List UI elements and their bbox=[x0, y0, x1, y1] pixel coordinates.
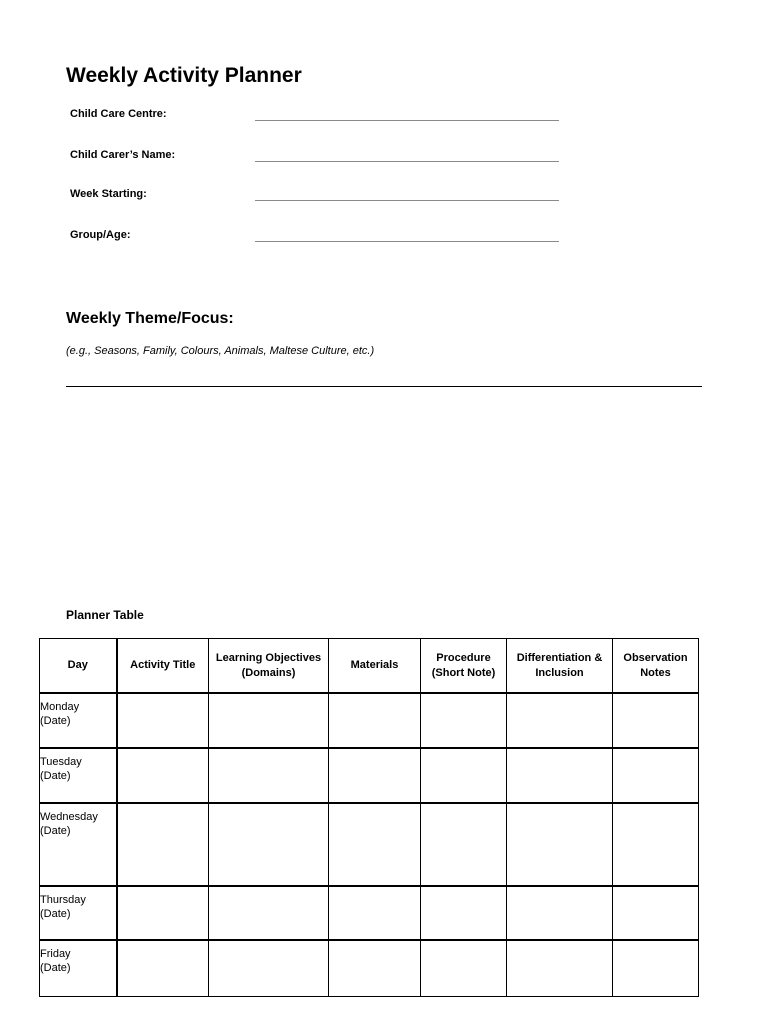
field-label: Child Carer’s Name: bbox=[70, 149, 176, 161]
theme-input-line[interactable] bbox=[66, 386, 702, 387]
table-cell[interactable] bbox=[117, 803, 209, 886]
field-group-age bbox=[70, 229, 560, 249]
table-cell[interactable] bbox=[209, 748, 329, 803]
table-cell[interactable] bbox=[117, 940, 209, 996]
column-header-day: Day bbox=[40, 639, 117, 694]
week-starting-input-line[interactable] bbox=[255, 200, 559, 201]
day-cell bbox=[40, 748, 117, 803]
table-cell[interactable] bbox=[507, 693, 613, 748]
field-label: Week Starting: bbox=[70, 188, 147, 200]
field-child-carer-name bbox=[70, 149, 560, 169]
table-cell[interactable] bbox=[421, 693, 507, 748]
child-care-centre-input-line[interactable] bbox=[255, 120, 559, 121]
table-cell[interactable] bbox=[507, 803, 613, 886]
table-caption: Planner Table bbox=[66, 608, 144, 622]
day-date: (Date) bbox=[40, 908, 71, 920]
field-label: Group/Age: bbox=[70, 229, 131, 241]
table-cell[interactable] bbox=[329, 803, 421, 886]
table-cell[interactable] bbox=[117, 748, 209, 803]
table-cell[interactable] bbox=[117, 693, 209, 748]
table-cell[interactable] bbox=[507, 748, 613, 803]
theme-example-text: (e.g., Seasons, Family, Colours, Animals, Maltese Culture, etc.) bbox=[66, 345, 375, 357]
day-cell bbox=[40, 940, 117, 996]
table-row bbox=[40, 803, 699, 886]
day-name: Wednesday bbox=[40, 811, 98, 823]
table-cell[interactable] bbox=[613, 940, 699, 996]
table-cell[interactable] bbox=[421, 940, 507, 996]
field-week-starting bbox=[70, 188, 560, 208]
day-cell bbox=[40, 886, 117, 940]
day-date: (Date) bbox=[40, 770, 71, 782]
table-cell[interactable] bbox=[329, 940, 421, 996]
table-cell[interactable] bbox=[209, 940, 329, 996]
table-cell[interactable] bbox=[507, 940, 613, 996]
table-row bbox=[40, 940, 699, 996]
day-cell bbox=[40, 693, 117, 748]
table-cell[interactable] bbox=[421, 886, 507, 940]
table-cell[interactable] bbox=[613, 886, 699, 940]
field-child-care-centre bbox=[70, 108, 560, 128]
day-name: Monday bbox=[40, 701, 80, 713]
column-header-differentiation: Differentiation & Inclusion bbox=[507, 639, 613, 694]
page-title: Weekly Activity Planner bbox=[66, 64, 302, 87]
table-cell[interactable] bbox=[209, 803, 329, 886]
table-cell[interactable] bbox=[613, 693, 699, 748]
child-carer-name-input-line[interactable] bbox=[255, 161, 559, 162]
table-cell[interactable] bbox=[117, 886, 209, 940]
table-cell[interactable] bbox=[209, 886, 329, 940]
column-header-materials: Materials bbox=[329, 639, 421, 694]
column-header-observation-notes: Observation Notes bbox=[613, 639, 699, 694]
table-cell[interactable] bbox=[329, 748, 421, 803]
table-row bbox=[40, 748, 699, 803]
group-age-input-line[interactable] bbox=[255, 241, 559, 242]
table-cell[interactable] bbox=[329, 886, 421, 940]
day-cell bbox=[40, 803, 117, 886]
table-cell[interactable] bbox=[507, 886, 613, 940]
day-date: (Date) bbox=[40, 825, 71, 837]
day-name: Tuesday bbox=[40, 756, 82, 768]
day-name: Friday bbox=[40, 948, 71, 960]
theme-heading: Weekly Theme/Focus: bbox=[66, 310, 234, 327]
day-name: Thursday bbox=[40, 894, 86, 906]
column-header-procedure: Procedure (Short Note) bbox=[421, 639, 507, 694]
field-label: Child Care Centre: bbox=[70, 108, 167, 120]
table-cell[interactable] bbox=[421, 748, 507, 803]
table-cell[interactable] bbox=[209, 693, 329, 748]
day-date: (Date) bbox=[40, 962, 71, 974]
table-cell[interactable] bbox=[421, 803, 507, 886]
column-header-activity-title: Activity Title bbox=[117, 639, 209, 694]
table-cell[interactable] bbox=[329, 693, 421, 748]
planner-table bbox=[39, 638, 699, 997]
day-date: (Date) bbox=[40, 715, 71, 727]
table-row bbox=[40, 693, 699, 748]
column-header-learning-objectives: Learning Objectives (Domains) bbox=[209, 639, 329, 694]
table-row bbox=[40, 886, 699, 940]
table-header-row bbox=[40, 639, 699, 694]
table-cell[interactable] bbox=[613, 803, 699, 886]
table-cell[interactable] bbox=[613, 748, 699, 803]
